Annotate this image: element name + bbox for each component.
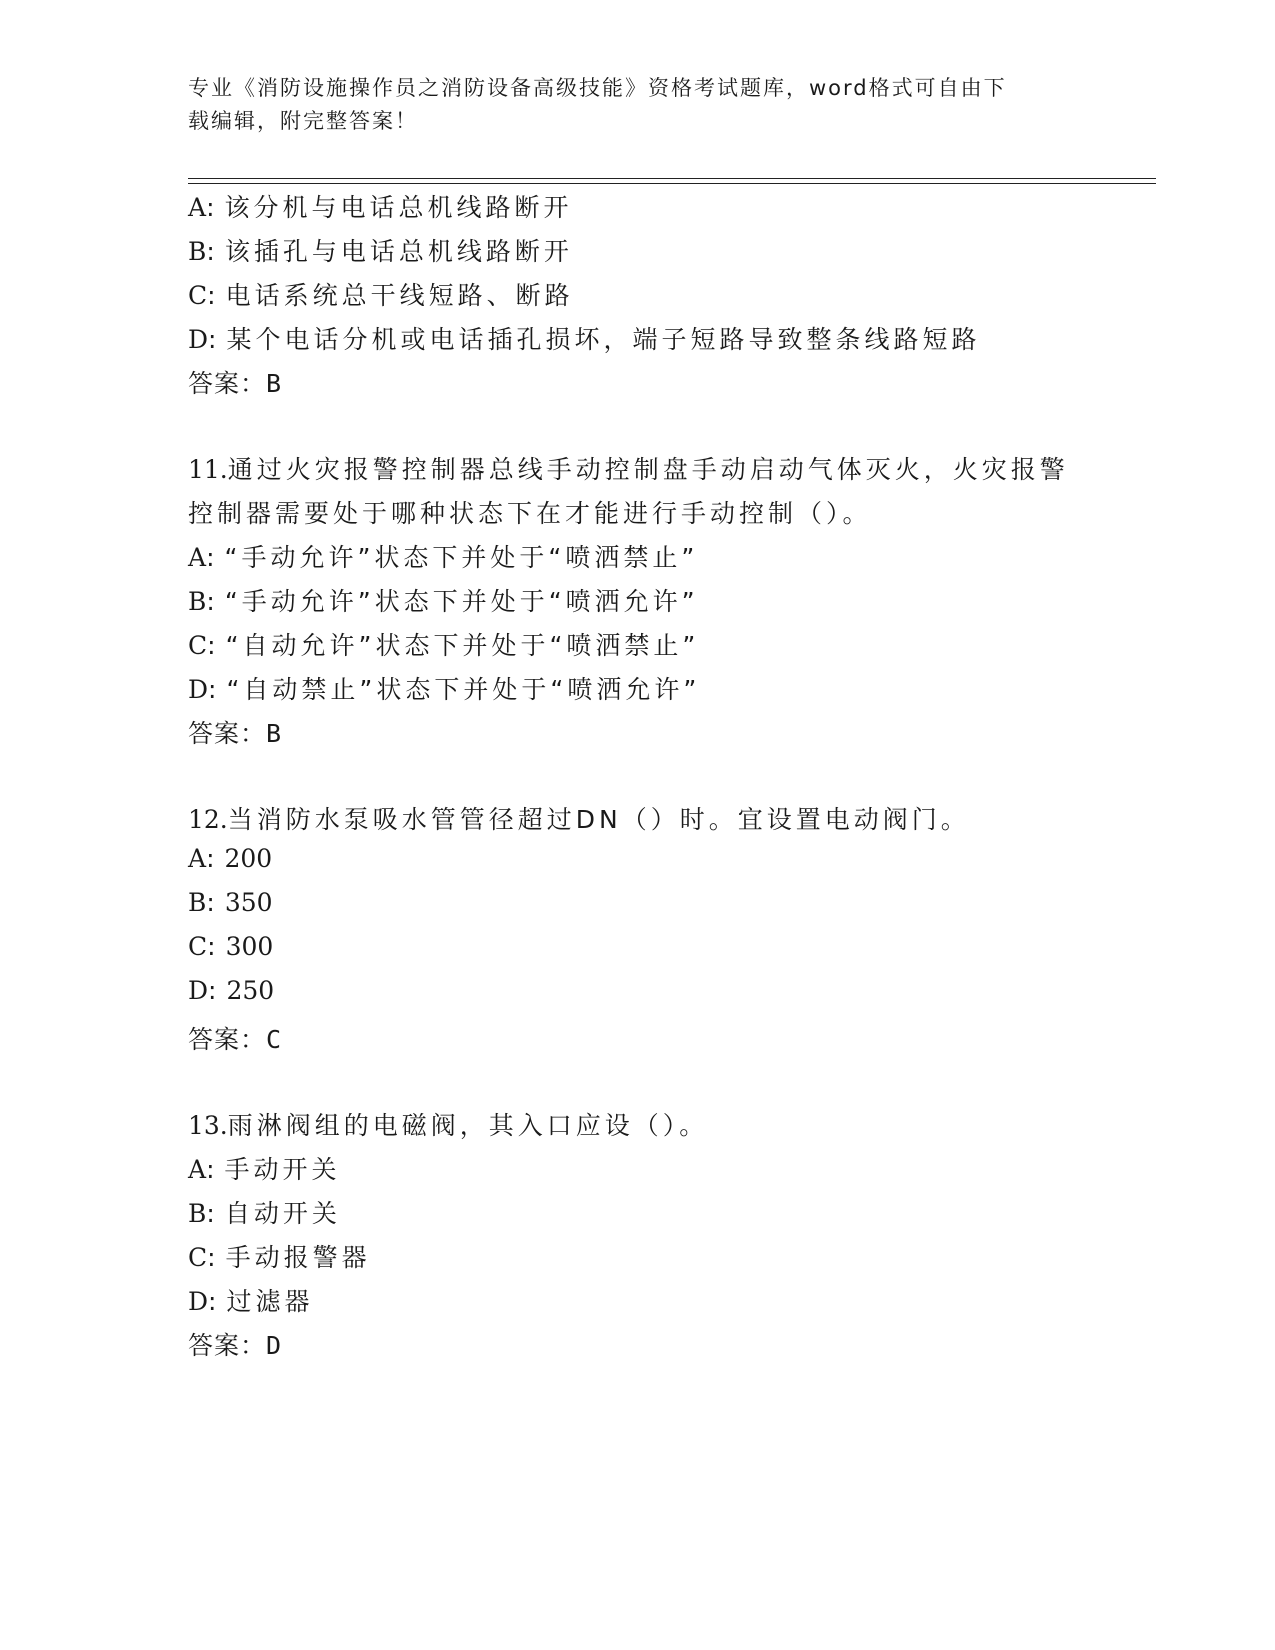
answer-label: 答案： [188, 369, 267, 398]
option-text: 300 [225, 932, 274, 961]
q11-option-c: C: “自动允许”状态下并处于“喷洒禁止” [188, 631, 700, 660]
option-text: 250 [226, 976, 275, 1005]
option-text: 200 [224, 844, 273, 873]
header-line-2: 载编辑，附完整答案！ [188, 109, 418, 133]
option-letter: A [188, 1155, 207, 1184]
q12-option-d: D: 250 [188, 976, 275, 1005]
option-text: 某个电话分机或电话插孔损坏，端子短路导致整条线路短路 [226, 325, 981, 354]
option-letter: A [188, 193, 207, 222]
q10-option-b: B: 该插孔与电话总机线路断开 [188, 237, 573, 266]
option-letter: D [188, 325, 209, 354]
option-letter: D [188, 675, 209, 704]
q11-option-a: A: “手动允许”状态下并处于“喷洒禁止” [188, 543, 699, 572]
question-number: 13. [188, 1111, 228, 1140]
document-header [188, 72, 1088, 138]
q10-option-d: D: 某个电话分机或电话插孔损坏，端子短路导致整条线路短路 [188, 325, 981, 354]
option-letter: D [188, 1287, 209, 1316]
q12-answer [188, 1020, 282, 1056]
answer-value: B [266, 719, 283, 748]
option-letter: C [188, 281, 208, 310]
header-line-1: 专业《消防设施操作员之消防设备高级技能》资格考试题库，word格式可自由下 [188, 76, 1007, 100]
option-text: “手动允许”状态下并处于“喷洒禁止” [224, 543, 699, 572]
q10-option-a: A: 该分机与电话总机线路断开 [188, 193, 573, 222]
option-text: 电话系统总干线短路、断路 [225, 281, 574, 310]
option-text: “自动禁止”状态下并处于“喷洒允许” [226, 675, 701, 704]
question-number: 12. [188, 805, 228, 834]
answer-value: B [266, 369, 283, 398]
q13-option-a: A: 手动开关 [188, 1155, 341, 1184]
answer-label: 答案： [188, 719, 267, 748]
answer-value: D [266, 1331, 283, 1360]
option-text: “手动允许”状态下并处于“喷洒允许” [224, 587, 699, 616]
q12-option-b: B: 350 [188, 888, 273, 917]
question-number: 11. [188, 455, 228, 484]
q11-stem-line-1 [188, 450, 1069, 486]
option-letter: A [188, 844, 207, 873]
question-text: 雨淋阀组的电磁阀，其入口应设（）。 [227, 1111, 709, 1140]
q13-option-d: D: 过滤器 [188, 1287, 314, 1316]
q13-option-b: B: 自动开关 [188, 1199, 341, 1228]
option-letter: C [188, 631, 208, 660]
answer-label: 答案： [188, 1025, 267, 1054]
answer-label: 答案： [188, 1331, 267, 1360]
header-divider-bottom [188, 183, 1156, 184]
option-text: 手动报警器 [225, 1243, 371, 1272]
option-letter: C [188, 1243, 208, 1272]
q11-answer [188, 714, 282, 750]
q12-stem-line-1 [188, 800, 970, 836]
header-divider-top [188, 178, 1156, 179]
q10-option-c: C: 电话系统总干线短路、断路 [188, 281, 574, 310]
q10-answer [188, 364, 282, 400]
option-letter: B [188, 1199, 207, 1228]
option-text: 该分机与电话总机线路断开 [224, 193, 573, 222]
q12-option-a: A: 200 [188, 844, 273, 873]
option-text: 自动开关 [224, 1199, 341, 1228]
option-text: “自动允许”状态下并处于“喷洒禁止” [225, 631, 700, 660]
question-text: 当消防水泵吸水管管径超过DN（）时。宜设置电动阀门。 [227, 805, 970, 834]
option-letter: B [188, 587, 207, 616]
option-text: 手动开关 [224, 1155, 341, 1184]
answer-value: C [266, 1025, 283, 1054]
q13-stem-line-1 [188, 1106, 708, 1142]
option-letter: D [188, 976, 209, 1005]
option-letter: B [188, 888, 207, 917]
question-text: 通过火灾报警控制器总线手动控制盘手动启动气体灭火，火灾报警 [227, 455, 1069, 484]
option-text: 过滤器 [226, 1287, 314, 1316]
q11-option-b: B: “手动允许”状态下并处于“喷洒允许” [188, 587, 699, 616]
q13-answer [188, 1326, 282, 1362]
q11-option-d: D: “自动禁止”状态下并处于“喷洒允许” [188, 675, 701, 704]
option-letter: C [188, 932, 208, 961]
q11-stem-line-2: 控制器需要处于哪种状态下在才能进行手动控制（）。 [188, 499, 872, 528]
option-text: 该插孔与电话总机线路断开 [224, 237, 573, 266]
q12-option-c: C: 300 [188, 932, 274, 961]
q13-option-c: C: 手动报警器 [188, 1243, 371, 1272]
option-text: 350 [224, 888, 273, 917]
option-letter: A [188, 543, 207, 572]
option-letter: B [188, 237, 207, 266]
